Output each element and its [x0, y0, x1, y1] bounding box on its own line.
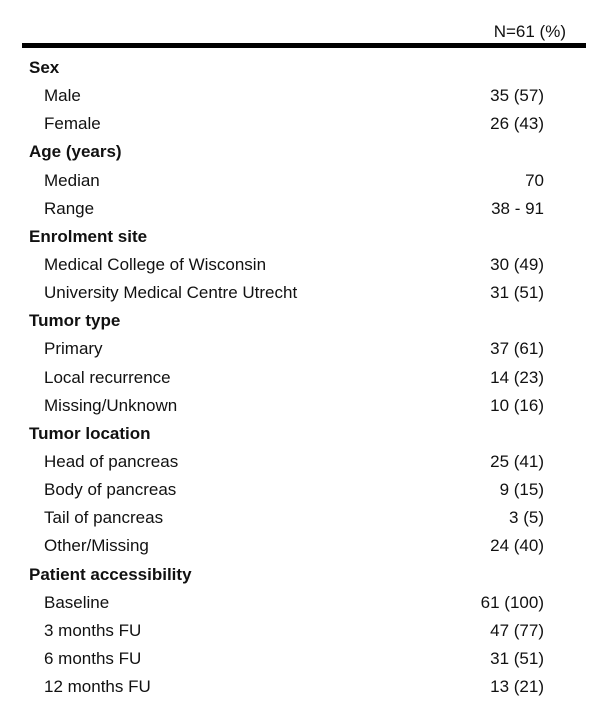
row-label: Median [44, 170, 100, 190]
row-value: 35 (57) [490, 86, 544, 106]
row-value: 61 (100) [480, 592, 544, 612]
table-row [22, 504, 586, 532]
group-header-row [22, 138, 586, 166]
table-header [22, 0, 586, 46]
row-label: Tail of pancreas [44, 508, 164, 528]
group-title: Tumor type [29, 311, 121, 331]
table-body [22, 46, 586, 701]
row-label: Missing/Unknown [44, 395, 178, 415]
row-value: 37 (61) [490, 339, 544, 359]
row-label: 6 months FU [44, 648, 142, 668]
table-row [22, 195, 586, 223]
row-value: 24 (40) [490, 536, 544, 556]
group-header-row [22, 307, 586, 335]
row-label: 12 months FU [44, 677, 151, 697]
row-label: Primary [44, 339, 103, 359]
table-row [22, 476, 586, 504]
row-value: 38 - 91 [491, 198, 544, 218]
row-label: Male [44, 86, 81, 106]
table-row [22, 110, 586, 138]
table-row [22, 617, 586, 645]
table-row [22, 335, 586, 363]
table-row [22, 532, 586, 560]
row-value: 70 [525, 170, 544, 190]
row-label: Other/Missing [44, 536, 149, 556]
group-title: Tumor location [29, 423, 151, 443]
row-label: Medical College of Wisconsin [44, 254, 267, 274]
table-row [22, 279, 586, 307]
group-header-row [22, 54, 586, 82]
row-value: 26 (43) [490, 114, 544, 134]
group-title: Enrolment site [29, 226, 148, 246]
table-row [22, 673, 586, 701]
row-label: Range [44, 198, 95, 218]
header-rule [22, 43, 586, 48]
group-header-row [22, 223, 586, 251]
group-title: Age (years) [29, 142, 122, 162]
group-title: Patient accessibility [29, 564, 192, 584]
row-value: 13 (21) [490, 677, 544, 697]
row-value: 14 (23) [490, 367, 544, 387]
table-row [22, 251, 586, 279]
row-label: Body of pancreas [44, 480, 177, 500]
table-row [22, 448, 586, 476]
row-value: 31 (51) [490, 648, 544, 668]
row-value: 10 (16) [490, 395, 544, 415]
row-label: Head of pancreas [44, 451, 179, 471]
row-label: 3 months FU [44, 620, 142, 640]
table-row [22, 589, 586, 617]
table-row [22, 167, 586, 195]
column-header: N=61 (%) [493, 22, 566, 41]
row-label: University Medical Centre Utrecht [44, 283, 298, 303]
table-row [22, 645, 586, 673]
table-row [22, 364, 586, 392]
row-value: 9 (15) [499, 480, 544, 500]
table-row [22, 392, 586, 420]
row-value: 30 (49) [490, 254, 544, 274]
row-value: 3 (5) [509, 508, 544, 528]
group-title: Sex [29, 58, 60, 77]
row-label: Baseline [44, 592, 110, 612]
group-header-row [22, 561, 586, 589]
row-label: Female [44, 114, 101, 134]
row-label: Local recurrence [44, 367, 171, 387]
table-row [22, 82, 586, 110]
group-header-row [22, 420, 586, 448]
row-value: 31 (51) [490, 283, 544, 303]
characteristics-table [22, 0, 586, 701]
row-value: 25 (41) [490, 451, 544, 471]
row-value: 47 (77) [490, 620, 544, 640]
